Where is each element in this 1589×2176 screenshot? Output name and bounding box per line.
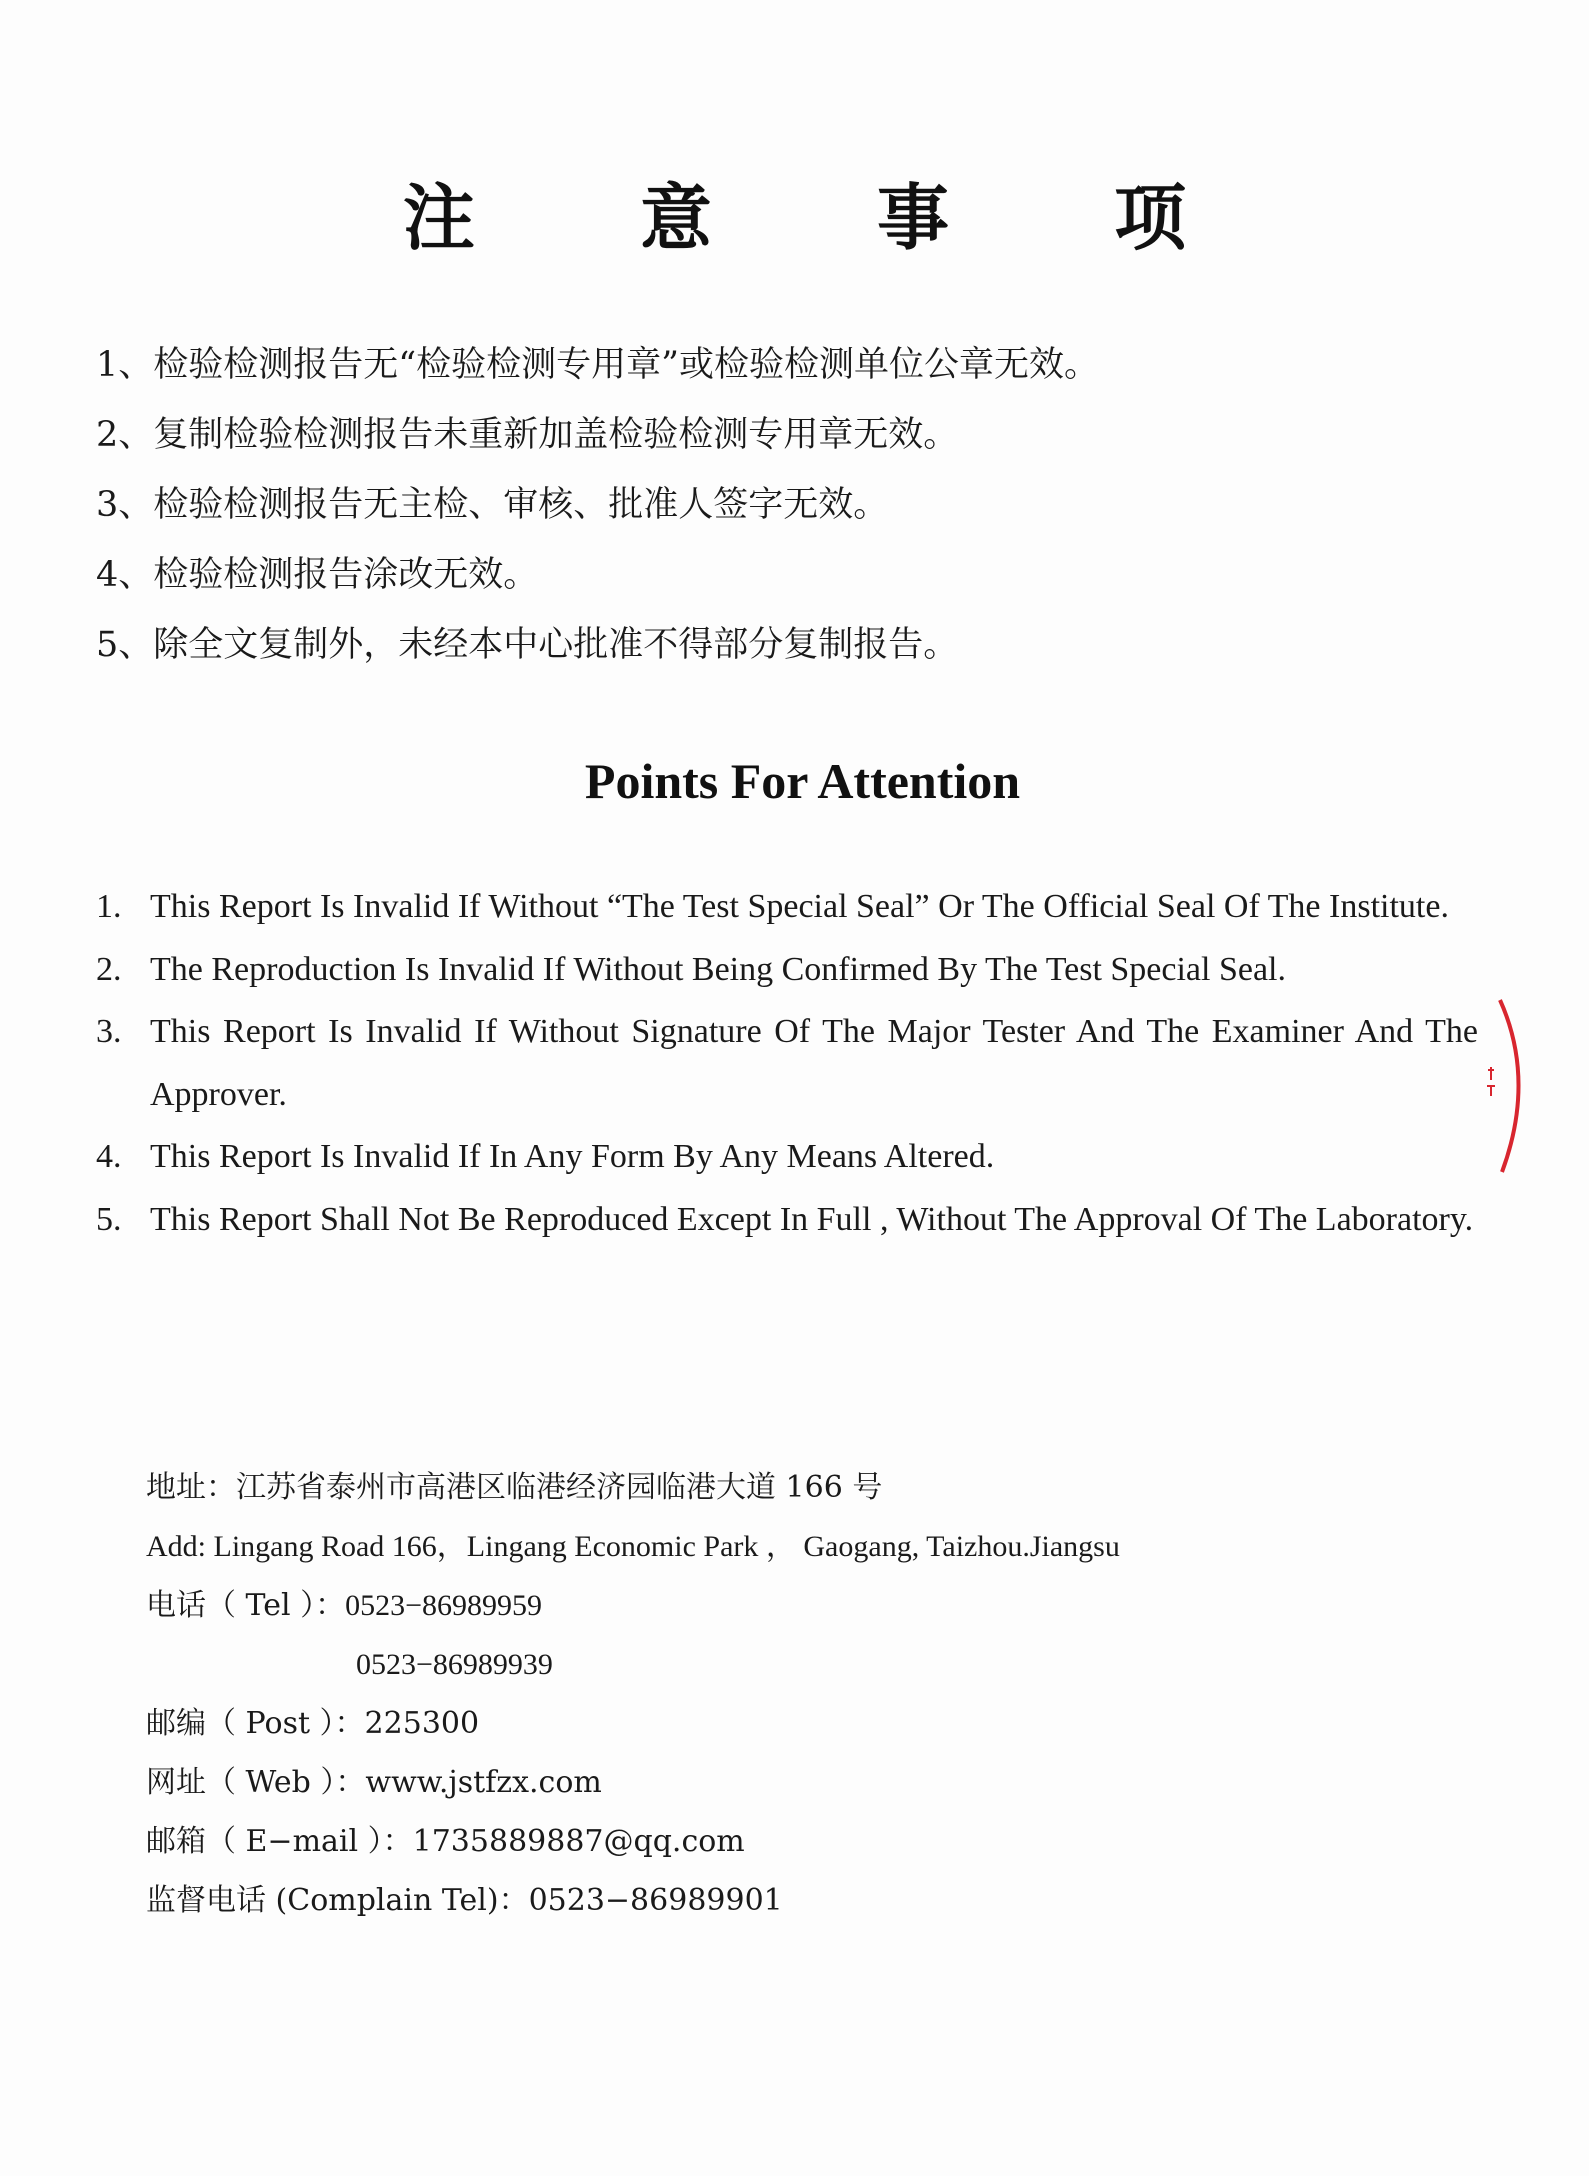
english-notice-item xyxy=(96,939,1478,1002)
english-notice-item xyxy=(96,876,1478,939)
website-line: 网址（ Web ）：www.jstfzx.com xyxy=(146,1765,602,1800)
address-english: Add: Lingang Road 166，Lingang Economic Park ， Gaogang, Taizhou.Jiangsu xyxy=(146,1530,1120,1563)
english-notice-item xyxy=(96,1126,1478,1189)
item-number: 5. xyxy=(96,1200,122,1238)
chinese-notice-item: 4、检验检测报告涂改无效。 xyxy=(96,555,539,595)
chinese-notice-item: 2、复制检验检测报告未重新加盖检验检测专用章无效。 xyxy=(96,415,959,455)
item-number: 3. xyxy=(96,1013,122,1050)
item-text: This Report Shall Not Be Reproduced Except In Full , Without The Approval Of The Laboratory. xyxy=(150,1200,1474,1238)
item-number: 1. xyxy=(96,888,122,925)
item-number: 4. xyxy=(96,1138,122,1175)
telephone-number-2: 0523−86989939 xyxy=(356,1648,553,1681)
item-text: This Report Is Invalid If Without Signature Of The Major Tester And The Examiner And The Approver. xyxy=(150,1013,1478,1113)
address-chinese: 地址：江苏省泰州市高港区临港经济园临港大道 166 号 xyxy=(146,1470,883,1505)
english-notice-item xyxy=(96,1189,1478,1252)
telephone-label: 电话（ Tel ）： xyxy=(146,1588,346,1623)
english-notice-list xyxy=(96,876,1478,1251)
telephone-number-1: 0523−86989959 xyxy=(345,1589,543,1622)
chinese-notice-list xyxy=(96,330,1516,680)
red-seal-fragment xyxy=(1478,990,1538,1180)
item-text: This Report Is Invalid If In Any Form By Any Means Altered. xyxy=(150,1138,995,1175)
item-number: 2. xyxy=(96,950,122,988)
telephone-line xyxy=(146,1576,1446,1635)
item-text: The Reproduction Is Invalid If Without Being Confirmed By The Test Special Seal. xyxy=(150,950,1286,988)
chinese-title: 注 意 事 项 xyxy=(402,176,1257,260)
english-notice-item xyxy=(96,1001,1478,1126)
postcode-line: 邮编（ Post ）：225300 xyxy=(146,1706,480,1741)
english-title: Points For Attention xyxy=(584,753,1021,809)
telephone-line-2 xyxy=(146,1635,1446,1694)
chinese-notice-item: 5、除全文复制外，未经本中心批准不得部分复制报告。 xyxy=(96,625,959,665)
chinese-notice-item: 3、检验检测报告无主检、审核、批准人签字无效。 xyxy=(96,485,889,525)
email-line: 邮箱（ E−mail ）：1735889887@qq.com xyxy=(146,1824,745,1859)
complaint-phone-line: 监督电话 (Complain Tel)：0523−86989901 xyxy=(146,1883,783,1918)
chinese-notice-item: 1、检验检测报告无“检验检测专用章”或检验检测单位公章无效。 xyxy=(96,345,1100,385)
contact-info xyxy=(146,1458,1446,1930)
item-text: This Report Is Invalid If Without “The Test Special Seal” Or The Official Seal Of The Institute. xyxy=(150,888,1449,925)
